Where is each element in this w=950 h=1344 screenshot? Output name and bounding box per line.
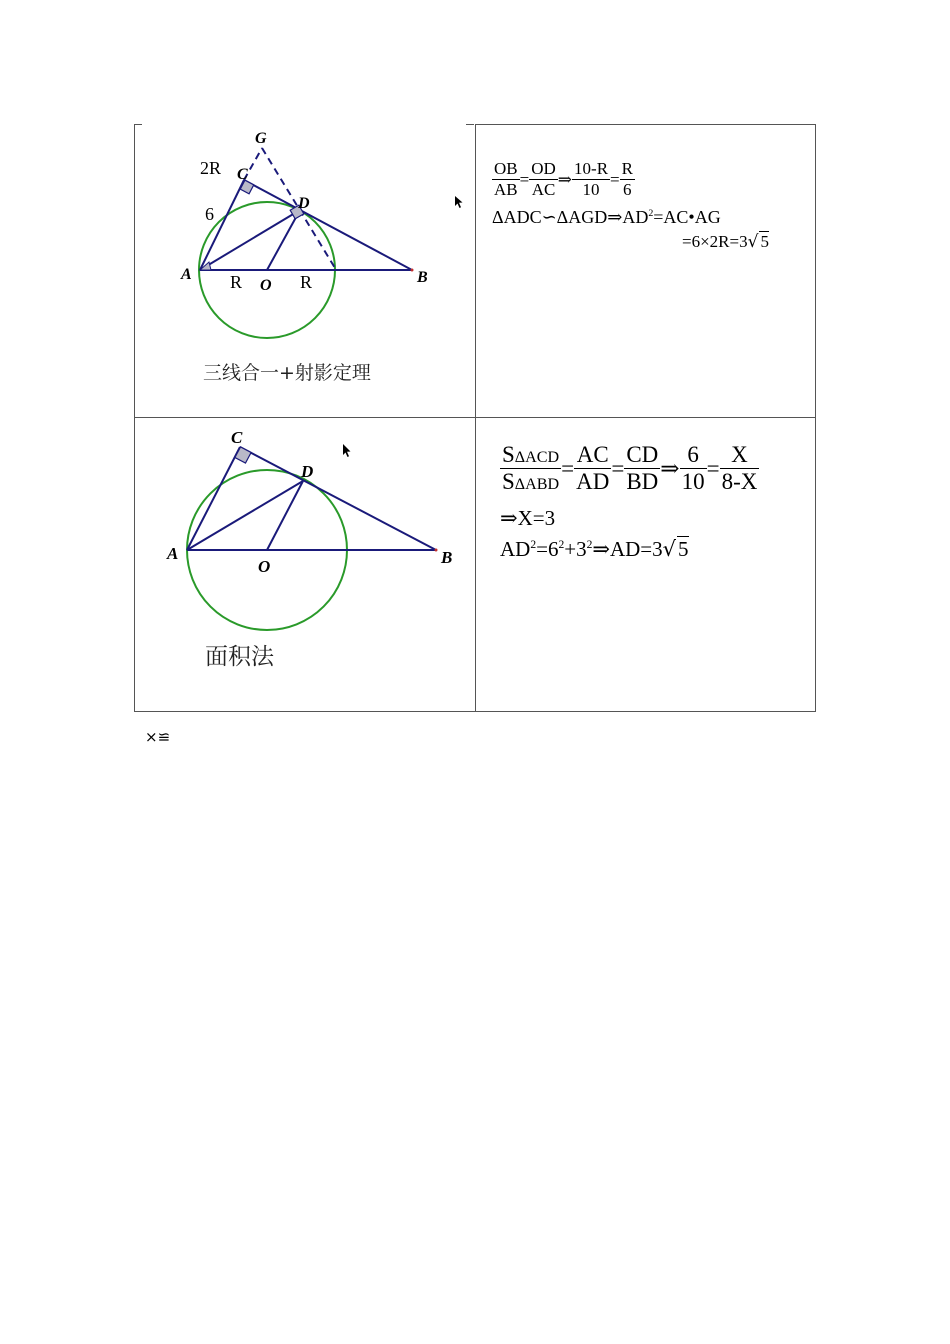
label-b-2: B (441, 548, 453, 567)
implies-arrow: ⇒ (557, 169, 573, 189)
equals-sign-4: = (611, 455, 625, 481)
equals-sign-3: = (561, 455, 575, 481)
formula-2-line-3: $AD^2=6^2+3^2\Rightarrow AD=3√5$ (500, 537, 689, 561)
label-d-2: D (301, 462, 314, 481)
label-b: B (417, 269, 428, 286)
frac-ad: AD (576, 469, 610, 494)
label-2r: 2R (200, 158, 222, 178)
formula-1-line-3: =6×2R=3√ 5 (682, 232, 769, 252)
label-a: A (181, 266, 192, 283)
caption-2: 面积法 (205, 644, 274, 670)
frac-r: R (621, 159, 633, 178)
frac-od: OD (531, 159, 556, 178)
frac-10-r: 10-R (574, 159, 609, 178)
frac-10: 10 (582, 180, 600, 199)
frac-ac-2: AC (574, 442, 611, 469)
formula-1-line-2: $\Delta ADC∽\Delta AGD\Rightarrow AD^2=AC•AG$ (492, 207, 721, 227)
frac-8-x: 8-X (721, 469, 758, 494)
label-c-2: C (231, 428, 243, 447)
frac-6: 6 (623, 180, 632, 199)
frac-s-acd: SΔACD (502, 442, 560, 467)
cursor-icon (455, 196, 463, 208)
label-o: O (260, 277, 272, 294)
figure-cell-2 (135, 418, 475, 711)
frac-ob: OB (494, 159, 518, 178)
footer-symbols: ×≌ (145, 728, 171, 746)
label-a-2: A (167, 544, 179, 563)
label-r-left: R (230, 272, 243, 292)
right-angle-mark-c-2 (235, 447, 251, 463)
equals-sign-2: = (610, 169, 620, 189)
label-o-2: O (258, 557, 271, 576)
frac-ac: AC (531, 180, 556, 199)
frac-10-2: 10 (681, 469, 705, 494)
segment-cb-2 (240, 447, 436, 550)
equals-sign: = (519, 169, 530, 189)
formula-1-line-1 (492, 159, 635, 200)
frac-bd: BD (626, 469, 659, 494)
frac-6-2: 6 (680, 442, 707, 469)
label-6: 6 (205, 204, 214, 224)
frac-ab: AB (494, 180, 518, 199)
equals-sign-5: = (706, 455, 720, 481)
cursor-icon-2 (343, 444, 351, 457)
frac-s-abd: SΔABD (502, 469, 560, 494)
frac-cd: CD (626, 442, 659, 467)
point-b-dot-2 (435, 549, 438, 552)
formula-cell-2 (476, 418, 815, 711)
figure-cell-1 (135, 125, 475, 417)
label-g: G (255, 130, 267, 147)
point-b-dot (411, 269, 414, 272)
formula-2-line-1 (500, 442, 759, 495)
frac-x: X (720, 442, 760, 469)
caption-1: 三线合一+射影定理 (203, 362, 371, 384)
geometry-figure-2 (135, 418, 475, 711)
table-right-border (815, 124, 816, 712)
implies-arrow-2: ⇒ (660, 455, 680, 481)
label-d: D (298, 195, 310, 212)
label-r-right: R (300, 272, 313, 292)
sqrt-icon: √ (747, 232, 759, 252)
formula-cell-1 (476, 125, 815, 417)
sqrt-icon-2: √ (662, 537, 677, 561)
label-c: C (237, 166, 248, 183)
formula-2-line-2: ⇒X=3 (500, 506, 556, 530)
